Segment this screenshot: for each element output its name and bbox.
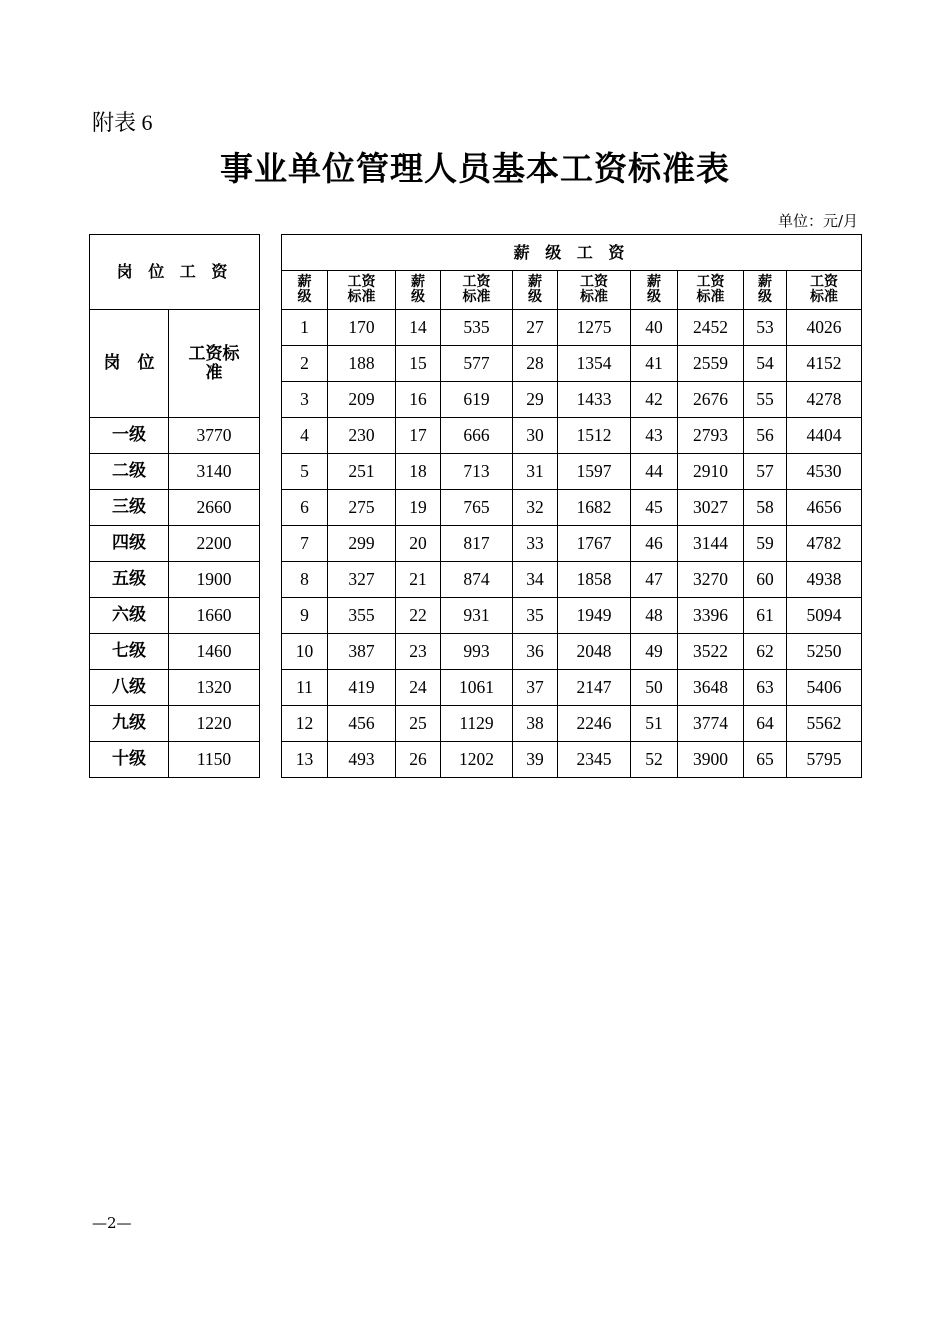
salary-cell: 4278 [787, 382, 862, 418]
grade-cell: 28 [513, 346, 558, 382]
salary-cell: 3774 [678, 706, 744, 742]
salary-cell: 2345 [558, 742, 631, 778]
table-row [282, 454, 862, 490]
table-row [282, 346, 862, 382]
salary-cell: 188 [328, 346, 396, 382]
grade-subheader [513, 271, 558, 310]
salary-cell: 4782 [787, 526, 862, 562]
grade-cell: 22 [396, 598, 441, 634]
salary-cell: 1061 [441, 670, 513, 706]
salary-cell: 817 [441, 526, 513, 562]
salary-cell: 577 [441, 346, 513, 382]
grade-cell: 19 [396, 490, 441, 526]
salary-cell: 2246 [558, 706, 631, 742]
salary-cell: 5795 [787, 742, 862, 778]
grade-cell: 58 [744, 490, 787, 526]
grade-cell: 4 [282, 418, 328, 454]
grade-cell: 8 [282, 562, 328, 598]
salary-cell: 3648 [678, 670, 744, 706]
grade-subheader-line1: 薪 [411, 274, 425, 290]
salary-cell: 4152 [787, 346, 862, 382]
position-salary-cell: 1150 [169, 742, 260, 778]
position-level-cell: 四级 [90, 526, 169, 562]
salary-cell: 931 [441, 598, 513, 634]
position-column-header: 岗 位 [90, 310, 169, 418]
salary-cell: 1767 [558, 526, 631, 562]
grade-cell: 53 [744, 310, 787, 346]
salary-cell: 2452 [678, 310, 744, 346]
grade-cell: 50 [631, 670, 678, 706]
grade-cell: 45 [631, 490, 678, 526]
position-salary-cell: 1460 [169, 634, 260, 670]
grade-cell: 30 [513, 418, 558, 454]
grade-subheader-line1: 薪 [758, 274, 772, 290]
grade-cell: 61 [744, 598, 787, 634]
salary-subheader-line2: 标准 [462, 289, 491, 305]
salary-cell: 1354 [558, 346, 631, 382]
position-level-cell: 一级 [90, 418, 169, 454]
salary-cell: 2793 [678, 418, 744, 454]
grade-cell: 23 [396, 634, 441, 670]
salary-cell: 230 [328, 418, 396, 454]
salary-cell: 2559 [678, 346, 744, 382]
grade-cell: 64 [744, 706, 787, 742]
unit-note: 单位：元/月 [777, 212, 858, 230]
salary-cell: 1202 [441, 742, 513, 778]
salary-cell: 4656 [787, 490, 862, 526]
salary-cell: 2048 [558, 634, 631, 670]
table-row [282, 634, 862, 670]
salary-cell: 493 [328, 742, 396, 778]
grade-cell: 34 [513, 562, 558, 598]
grade-subheader-line2: 级 [528, 289, 542, 305]
grade-cell: 13 [282, 742, 328, 778]
salary-subheader-line1: 工资 [696, 274, 725, 290]
position-level-cell: 六级 [90, 598, 169, 634]
grade-cell: 11 [282, 670, 328, 706]
grade-subheader-line1: 薪 [647, 274, 661, 290]
position-level-cell: 五级 [90, 562, 169, 598]
salary-cell: 619 [441, 382, 513, 418]
table-row [282, 598, 862, 634]
grade-cell: 7 [282, 526, 328, 562]
table-row [282, 742, 862, 778]
table-row [282, 706, 862, 742]
salary-cell: 4530 [787, 454, 862, 490]
grade-cell: 21 [396, 562, 441, 598]
grade-cell: 17 [396, 418, 441, 454]
grade-cell: 62 [744, 634, 787, 670]
salary-grade-table [281, 234, 862, 778]
grade-subheader [744, 271, 787, 310]
position-salary-cell: 1900 [169, 562, 260, 598]
grade-cell: 36 [513, 634, 558, 670]
salary-cell: 993 [441, 634, 513, 670]
salary-subheader-line1: 工资 [810, 274, 838, 290]
salary-subheader [678, 271, 744, 310]
salary-cell: 2676 [678, 382, 744, 418]
grade-cell: 59 [744, 526, 787, 562]
grade-cell: 42 [631, 382, 678, 418]
salary-cell: 5250 [787, 634, 862, 670]
salary-cell: 3396 [678, 598, 744, 634]
salary-subheader-line2: 标准 [580, 289, 608, 305]
grade-cell: 55 [744, 382, 787, 418]
grade-cell: 54 [744, 346, 787, 382]
grade-cell: 49 [631, 634, 678, 670]
grade-cell: 48 [631, 598, 678, 634]
grade-cell: 27 [513, 310, 558, 346]
salary-standard-column-header [169, 310, 260, 418]
grade-subheader [396, 271, 441, 310]
grade-cell: 44 [631, 454, 678, 490]
salary-cell: 4938 [787, 562, 862, 598]
grade-cell: 15 [396, 346, 441, 382]
position-level-cell: 九级 [90, 706, 169, 742]
grade-cell: 52 [631, 742, 678, 778]
grade-cell: 39 [513, 742, 558, 778]
grade-cell: 24 [396, 670, 441, 706]
table-row [90, 742, 260, 778]
salary-cell: 666 [441, 418, 513, 454]
position-salary-cell: 1660 [169, 598, 260, 634]
salary-cell: 1949 [558, 598, 631, 634]
salary-cell: 1129 [441, 706, 513, 742]
grade-cell: 16 [396, 382, 441, 418]
grade-subheader [631, 271, 678, 310]
table-row [90, 598, 260, 634]
salary-cell: 3027 [678, 490, 744, 526]
table-row [90, 418, 260, 454]
grade-cell: 25 [396, 706, 441, 742]
salary-cell: 4026 [787, 310, 862, 346]
position-level-cell: 三级 [90, 490, 169, 526]
grade-cell: 65 [744, 742, 787, 778]
grade-cell: 43 [631, 418, 678, 454]
grade-cell: 41 [631, 346, 678, 382]
table-row [90, 526, 260, 562]
salary-cell: 5094 [787, 598, 862, 634]
salary-cell: 1512 [558, 418, 631, 454]
salary-cell: 299 [328, 526, 396, 562]
grade-cell: 6 [282, 490, 328, 526]
grade-cell: 18 [396, 454, 441, 490]
grade-cell: 40 [631, 310, 678, 346]
grade-cell: 26 [396, 742, 441, 778]
table-row [282, 418, 862, 454]
salary-cell: 3144 [678, 526, 744, 562]
salary-subheader [558, 271, 631, 310]
position-level-cell: 七级 [90, 634, 169, 670]
salary-cell: 2147 [558, 670, 631, 706]
grade-cell: 5 [282, 454, 328, 490]
position-salary-cell: 1320 [169, 670, 260, 706]
salary-cell: 713 [441, 454, 513, 490]
table-row [282, 490, 862, 526]
grade-cell: 1 [282, 310, 328, 346]
grade-cell: 12 [282, 706, 328, 742]
table-row [90, 706, 260, 742]
grade-cell: 47 [631, 562, 678, 598]
grade-cell: 37 [513, 670, 558, 706]
salary-grade-header: 薪 级 工 资 [282, 235, 862, 271]
salary-cell: 419 [328, 670, 396, 706]
grade-subheader-line1: 薪 [297, 274, 312, 290]
table-row [282, 526, 862, 562]
salary-cell: 1858 [558, 562, 631, 598]
salary-cell: 4404 [787, 418, 862, 454]
grade-subheader-line2: 级 [758, 289, 772, 305]
position-level-cell: 二级 [90, 454, 169, 490]
grade-cell: 9 [282, 598, 328, 634]
grade-cell: 35 [513, 598, 558, 634]
position-salary-table [89, 234, 260, 778]
salary-cell: 387 [328, 634, 396, 670]
grade-subheader-line2: 级 [297, 289, 312, 305]
salary-subheader-line2: 标准 [696, 289, 725, 305]
grade-cell: 33 [513, 526, 558, 562]
salary-cell: 765 [441, 490, 513, 526]
grade-cell: 10 [282, 634, 328, 670]
salary-cell: 5562 [787, 706, 862, 742]
salary-standard-header-line1: 工资标 [188, 343, 240, 364]
salary-subheader-line2: 标准 [810, 289, 838, 305]
position-salary-header: 岗 位 工 资 [90, 235, 260, 310]
salary-cell: 170 [328, 310, 396, 346]
salary-subheader [328, 271, 396, 310]
grade-cell: 31 [513, 454, 558, 490]
position-salary-cell: 1220 [169, 706, 260, 742]
salary-cell: 3270 [678, 562, 744, 598]
salary-cell: 3900 [678, 742, 744, 778]
position-level-cell: 十级 [90, 742, 169, 778]
position-level-cell: 八级 [90, 670, 169, 706]
grade-cell: 51 [631, 706, 678, 742]
salary-cell: 874 [441, 562, 513, 598]
salary-cell: 355 [328, 598, 396, 634]
grade-cell: 14 [396, 310, 441, 346]
salary-subheader-line1: 工资 [580, 274, 608, 290]
grade-subheader [282, 271, 328, 310]
salary-cell: 456 [328, 706, 396, 742]
salary-cell: 1275 [558, 310, 631, 346]
grade-cell: 60 [744, 562, 787, 598]
salary-subheader-line2: 标准 [347, 289, 376, 305]
position-salary-cell: 2660 [169, 490, 260, 526]
grade-cell: 56 [744, 418, 787, 454]
table-row [282, 562, 862, 598]
table-row [90, 454, 260, 490]
salary-cell: 535 [441, 310, 513, 346]
salary-standard-header-line2: 准 [205, 362, 223, 383]
salary-subheader [787, 271, 862, 310]
page-title: 事业单位管理人员基本工资标准表 [220, 149, 730, 188]
grade-cell: 32 [513, 490, 558, 526]
position-salary-cell: 3140 [169, 454, 260, 490]
salary-cell: 1682 [558, 490, 631, 526]
position-salary-cell: 3770 [169, 418, 260, 454]
salary-cell: 275 [328, 490, 396, 526]
salary-cell: 1597 [558, 454, 631, 490]
salary-cell: 251 [328, 454, 396, 490]
salary-cell: 1433 [558, 382, 631, 418]
grade-cell: 3 [282, 382, 328, 418]
grade-cell: 57 [744, 454, 787, 490]
appendix-label: 附表 6 [92, 110, 153, 135]
position-salary-cell: 2200 [169, 526, 260, 562]
grade-cell: 2 [282, 346, 328, 382]
table-row [90, 634, 260, 670]
table-row [90, 562, 260, 598]
grade-subheader-line1: 薪 [528, 274, 542, 290]
salary-cell: 327 [328, 562, 396, 598]
salary-cell: 209 [328, 382, 396, 418]
page-number: —2— [92, 1214, 132, 1232]
table-row [282, 670, 862, 706]
table-row [282, 310, 862, 346]
salary-subheader [441, 271, 513, 310]
salary-cell: 5406 [787, 670, 862, 706]
grade-cell: 38 [513, 706, 558, 742]
table-row [90, 490, 260, 526]
salary-cell: 3522 [678, 634, 744, 670]
grade-cell: 29 [513, 382, 558, 418]
salary-cell: 2910 [678, 454, 744, 490]
salary-subheader-line1: 工资 [347, 274, 376, 290]
grade-cell: 20 [396, 526, 441, 562]
grade-subheader-line2: 级 [411, 289, 425, 305]
grade-cell: 46 [631, 526, 678, 562]
grade-cell: 63 [744, 670, 787, 706]
salary-subheader-line1: 工资 [462, 274, 491, 290]
grade-subheader-line2: 级 [647, 289, 661, 305]
table-row [282, 382, 862, 418]
table-row [90, 670, 260, 706]
